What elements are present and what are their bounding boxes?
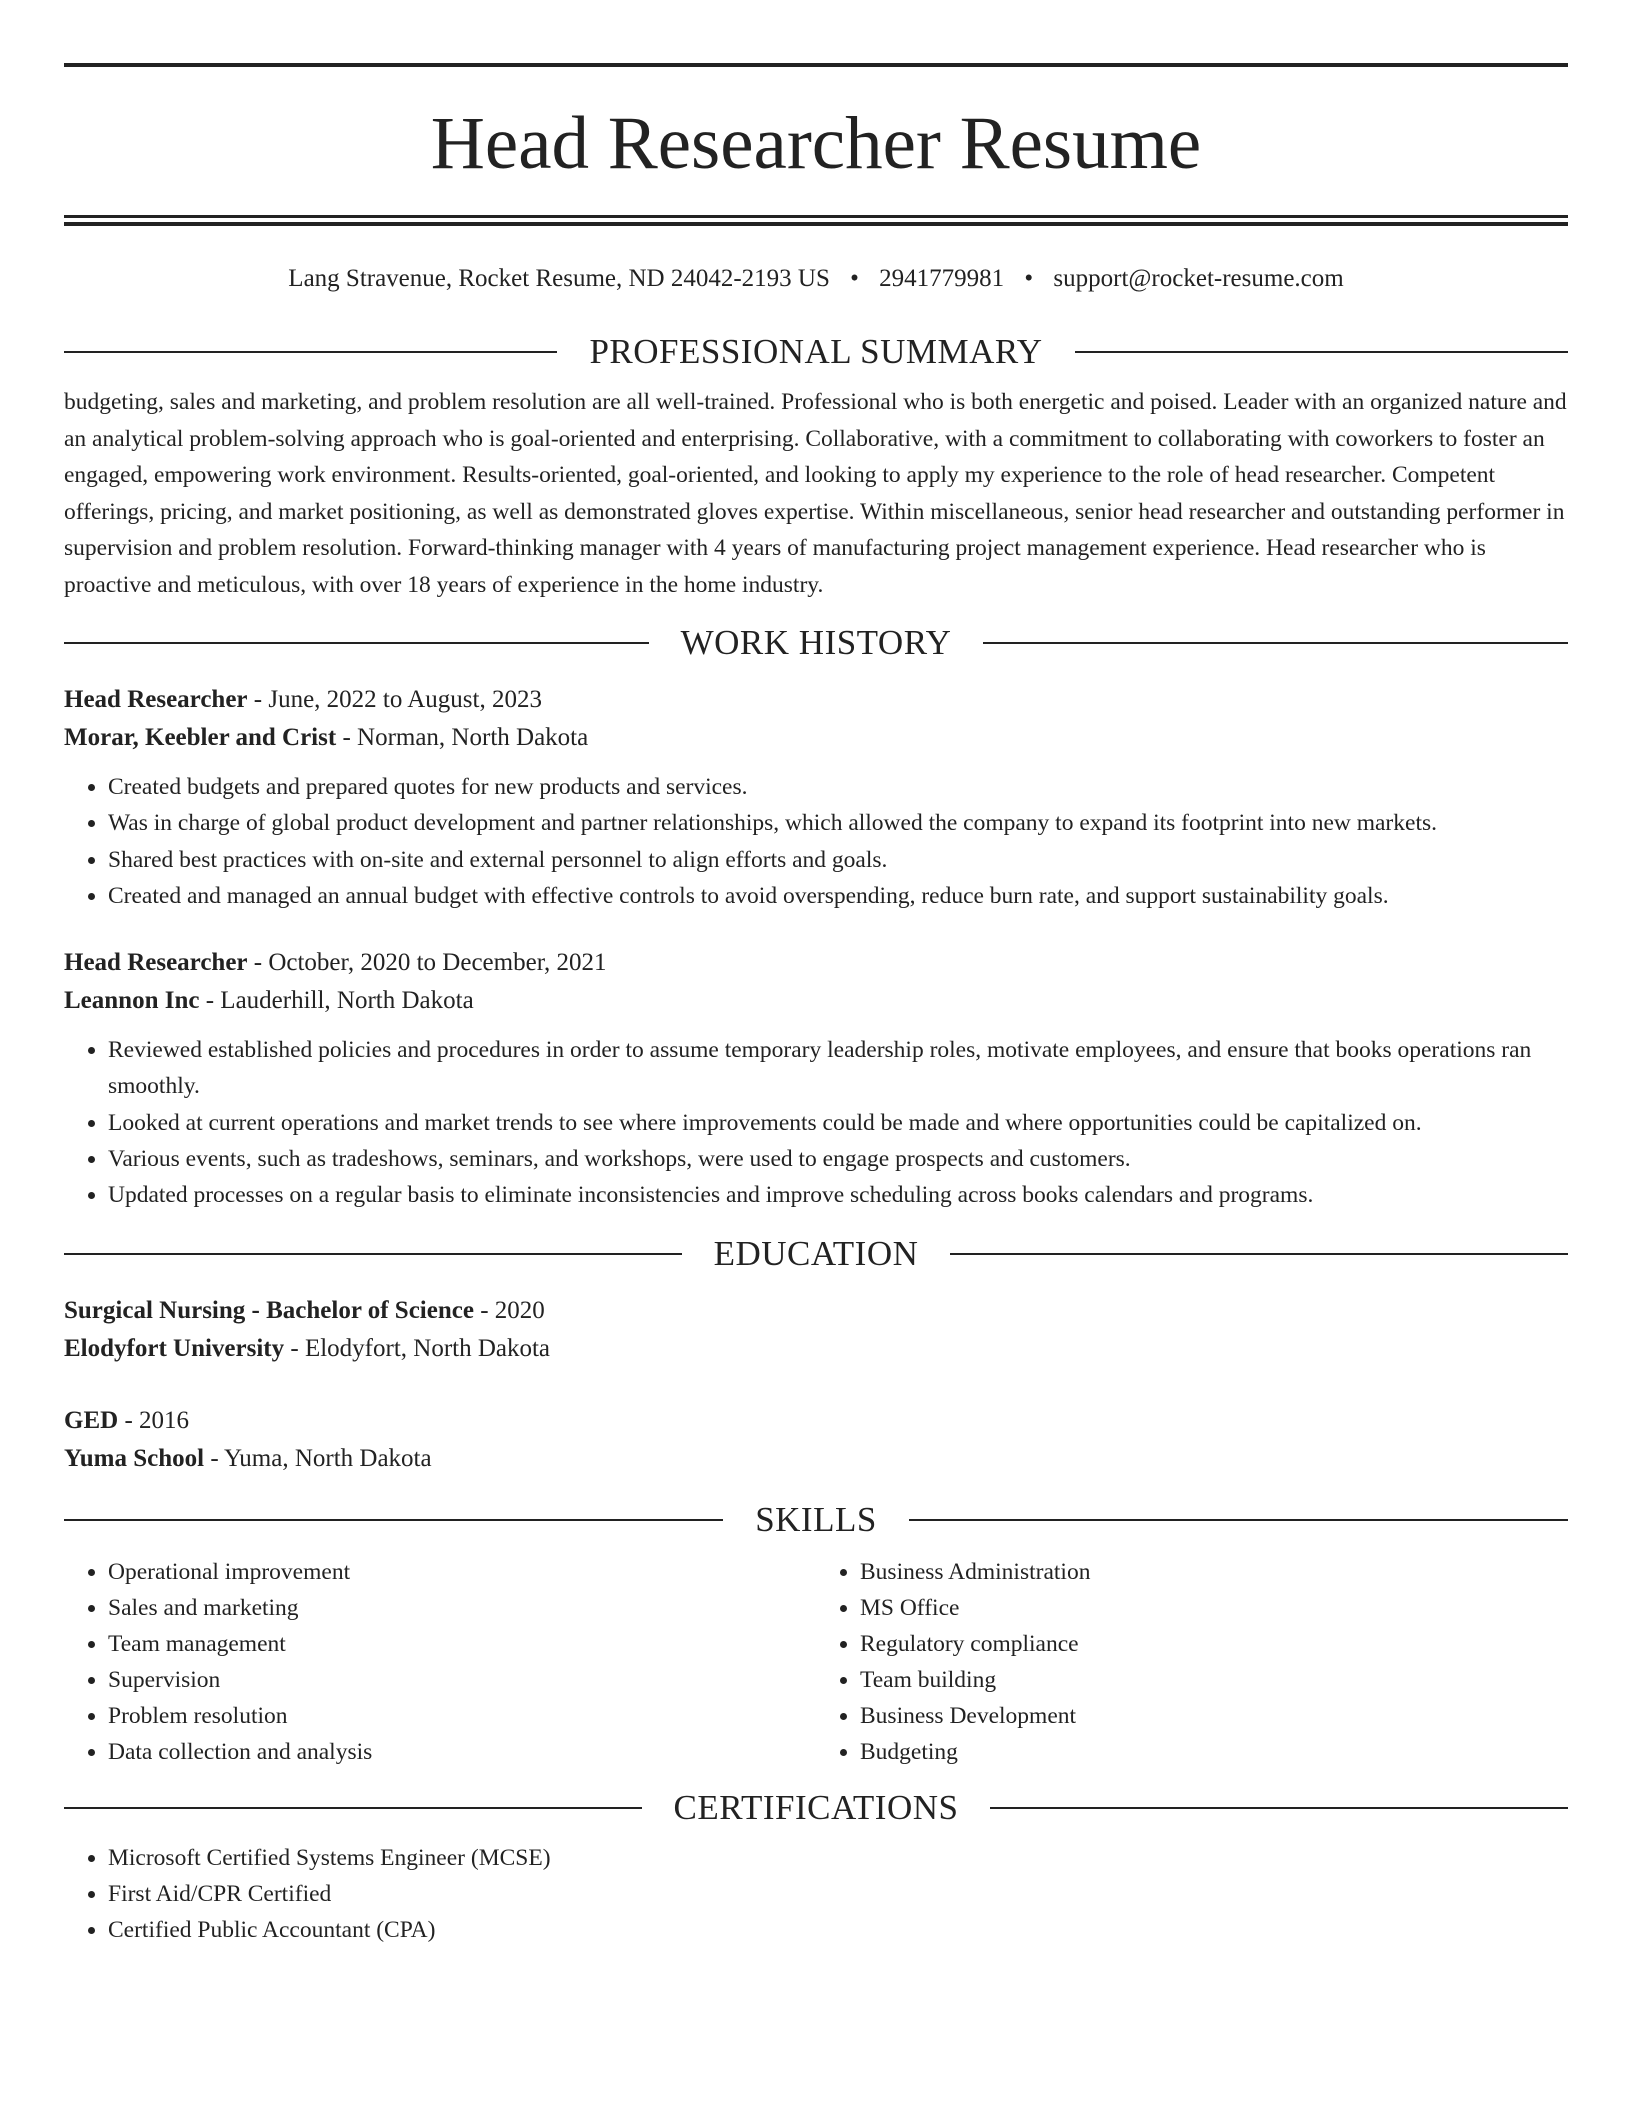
list-item: • Looked at current operations and market trends to see where improvements could be made and where opportunities could be capitalized on. bbox=[108, 1105, 1568, 1141]
section-rule bbox=[990, 1807, 1568, 1809]
list-item: • Data collection and analysis bbox=[108, 1734, 816, 1770]
section-rule bbox=[64, 1807, 642, 1809]
job-company-line bbox=[64, 719, 1568, 757]
list-item: • Problem resolution bbox=[108, 1698, 816, 1734]
page-title: Head Researcher Resume bbox=[430, 102, 1202, 185]
list-item: • Shared best practices with on-site and external personnel to align efforts and goals. bbox=[108, 842, 1568, 878]
section-rule bbox=[983, 642, 1568, 644]
list-item: • First Aid/CPR Certified bbox=[108, 1876, 1568, 1912]
job-company: Leannon Inc bbox=[64, 987, 200, 1015]
section-rule bbox=[950, 1253, 1568, 1255]
job-location: - Norman, North Dakota bbox=[336, 724, 589, 751]
contact-email: support@rocket-resume.com bbox=[1053, 265, 1344, 292]
list-item: • Team management bbox=[108, 1626, 816, 1662]
school: Elodyfort University bbox=[64, 1334, 285, 1362]
list-item: • Business Development bbox=[860, 1698, 1568, 1734]
education-entry bbox=[64, 1402, 1568, 1478]
list-item: • Created budgets and prepared quotes for new products and services. bbox=[108, 769, 1568, 805]
work-entry bbox=[64, 944, 1568, 1213]
contact-line bbox=[64, 264, 1568, 294]
school-line bbox=[64, 1330, 1568, 1368]
certifications-section-title: CERTIFICATIONS bbox=[673, 1787, 959, 1827]
section-rule bbox=[64, 1519, 723, 1521]
list-item: • Budgeting bbox=[860, 1734, 1568, 1770]
skills-section-header bbox=[64, 1500, 1568, 1540]
contact-separator: • bbox=[850, 265, 859, 292]
resume-page bbox=[64, 0, 1568, 1949]
degree-line bbox=[64, 1292, 1568, 1330]
job-company: Morar, Keebler and Crist bbox=[64, 724, 337, 751]
section-rule bbox=[909, 1519, 1568, 1521]
list-item: • Updated processes on a regular basis to eliminate inconsistencies and improve scheduling across books calendars and programs. bbox=[108, 1177, 1568, 1213]
list-item: • Certified Public Accountant (CPA) bbox=[108, 1912, 1568, 1948]
list-item: • Business Administration bbox=[860, 1554, 1568, 1590]
contact-separator: • bbox=[1024, 265, 1034, 292]
skills-section-title: SKILLS bbox=[755, 1499, 877, 1539]
list-item: • Various events, such as tradeshows, seminars, and workshops, were used to engage prospects and customers. bbox=[108, 1141, 1568, 1177]
title-double-rule bbox=[64, 215, 1568, 226]
school-location: - Elodyfort, North Dakota bbox=[284, 1334, 551, 1362]
job-bullets bbox=[64, 769, 1568, 914]
school-location: - Yuma, North Dakota bbox=[204, 1444, 432, 1472]
school: Yuma School bbox=[64, 1444, 205, 1472]
list-item: • Supervision bbox=[108, 1662, 816, 1698]
job-company-line bbox=[64, 982, 1568, 1020]
job-title: Head Researcher bbox=[64, 686, 248, 713]
summary-text: budgeting, sales and marketing, and problem resolution are all well-trained. Professional who is both energetic and poised. Leader with an organized nature and an analytical problem-solving approach who is goal-oriented and enterprising. Collaborative, with a commitment to collaborating with coworkers to foster an engaged, empowering work environment. Results-oriented, goal-oriented, and looking to apply my experience to the role of head researcher. Competent offerings, pricing, and market positioning, as well as demonstrated gloves expertise. Within miscellaneous, senior head researcher and outstanding performer in supervision and problem resolution. Forward-thinking manager with 4 years of manufacturing project management experience. Head researcher who is proactive and meticulous, with over 18 years of experience in the home industry. bbox=[64, 389, 1567, 598]
skills-list-left bbox=[64, 1554, 816, 1770]
list-item: • Was in charge of global product development and partner relationships, which allowed the company to expand its footprint into new markets. bbox=[108, 805, 1568, 841]
certifications-section-header bbox=[64, 1788, 1568, 1828]
summary-section-title: PROFESSIONAL SUMMARY bbox=[589, 332, 1043, 371]
degree: GED bbox=[64, 1406, 119, 1434]
work-entry bbox=[64, 681, 1568, 914]
contact-address: Lang Stravenue, Rocket Resume, ND 24042-2193 US bbox=[288, 265, 830, 292]
job-bullets bbox=[64, 1032, 1568, 1213]
list-item: • Regulatory compliance bbox=[860, 1626, 1568, 1662]
summary-section-header bbox=[64, 332, 1568, 372]
job-dates: - June, 2022 to August, 2023 bbox=[247, 686, 542, 713]
skills-columns bbox=[64, 1554, 1568, 1770]
job-title: Head Researcher bbox=[64, 949, 248, 977]
education-entry bbox=[64, 1292, 1568, 1368]
list-item: • Operational improvement bbox=[108, 1554, 816, 1590]
degree-line bbox=[64, 1402, 1568, 1440]
list-item: • MS Office bbox=[860, 1590, 1568, 1626]
job-title-line bbox=[64, 681, 1568, 719]
education-section-title: EDUCATION bbox=[713, 1233, 919, 1273]
skills-list-right bbox=[816, 1554, 1568, 1770]
certifications-list bbox=[64, 1840, 1568, 1949]
list-item: • Reviewed established policies and procedures in order to assume temporary leadership roles, motivate employees, and ensure that books operations ran smoothly. bbox=[108, 1032, 1568, 1105]
job-location: - Lauderhill, North Dakota bbox=[199, 987, 474, 1015]
work-section-title: WORK HISTORY bbox=[680, 623, 952, 662]
school-line bbox=[64, 1440, 1568, 1478]
section-rule bbox=[1075, 351, 1568, 353]
education-section-header bbox=[64, 1234, 1568, 1274]
list-item: • Sales and marketing bbox=[108, 1590, 816, 1626]
list-item: • Team building bbox=[860, 1662, 1568, 1698]
degree: Surgical Nursing - Bachelor of Science bbox=[64, 1296, 474, 1324]
top-rule bbox=[64, 63, 1568, 67]
degree-year: - 2016 bbox=[118, 1406, 190, 1434]
list-item: • Created and managed an annual budget with effective controls to avoid overspending, reduce burn rate, and support sustainability goals. bbox=[108, 878, 1568, 914]
work-section-header bbox=[64, 623, 1568, 663]
list-item: • Microsoft Certified Systems Engineer (MCSE) bbox=[108, 1840, 1568, 1876]
contact-phone: 2941779981 bbox=[879, 265, 1005, 292]
section-rule bbox=[64, 642, 649, 644]
job-title-line bbox=[64, 944, 1568, 982]
degree-year: - 2020 bbox=[473, 1296, 545, 1324]
section-rule bbox=[64, 1253, 682, 1255]
section-rule bbox=[64, 351, 557, 353]
job-dates: - October, 2020 to December, 2021 bbox=[247, 949, 607, 977]
